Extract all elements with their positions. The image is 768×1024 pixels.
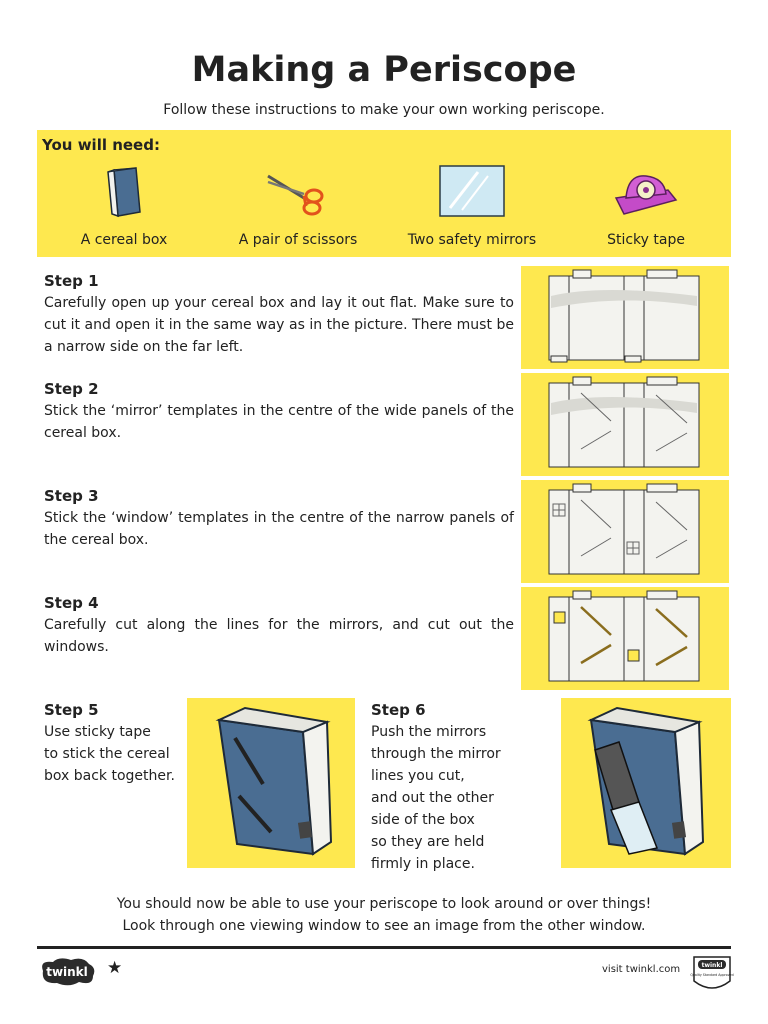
step-text: Stick the ‘window’ templates in the centre of the narrow panels of the cereal box. (44, 510, 514, 548)
step-line: through the mirror (371, 746, 501, 762)
visit-link[interactable]: visit twinkl.com (602, 964, 681, 975)
step-5 (44, 700, 194, 787)
step-1 (44, 271, 514, 358)
material-tape (559, 160, 733, 255)
star-icon: ★ (107, 958, 123, 978)
material-label: Two safety mirrors (407, 232, 537, 248)
materials-heading: You will need: (42, 136, 160, 154)
step-line: Push the mirrors (371, 724, 487, 740)
scissors-icon (258, 160, 338, 220)
closing-line: You should now be able to use your periscope to look around or over things! (116, 896, 652, 912)
taped-box-icon (187, 698, 355, 868)
step-title: Step 6 (371, 701, 426, 719)
step-line: to stick the cereal (44, 746, 170, 762)
material-label: A cereal box (80, 232, 168, 248)
step-title: Step 5 (44, 701, 99, 719)
flat-box-window-templates-icon (521, 480, 729, 583)
flat-box-cut-icon (521, 587, 729, 690)
twinkl-logo[interactable] (37, 956, 97, 986)
flat-box-icon (521, 266, 729, 369)
step-3 (44, 486, 514, 551)
step-text: Stick the ‘mirror’ templates in the centre of the wide panels of the cereal box. (44, 403, 514, 441)
tape-dispenser-icon (606, 160, 686, 220)
step-4 (44, 593, 514, 658)
material-label: A pair of scissors (238, 232, 358, 248)
quality-badge (690, 953, 734, 993)
step-6-illustration (561, 698, 731, 868)
closing-line: Look through one viewing window to see an image from the other window. (122, 918, 646, 934)
step-line: box back together. (44, 768, 175, 784)
material-cereal-box (37, 160, 211, 255)
material-label: Sticky tape (607, 232, 685, 248)
material-scissors (211, 160, 385, 255)
step-line: and out the other (371, 790, 494, 806)
step-line: so they are held (371, 834, 485, 850)
materials-panel (37, 130, 731, 257)
step-text: Carefully cut along the lines for the mirrors, and cut out the windows. (44, 617, 514, 655)
badge-caption: Quality Standard Approved (690, 973, 734, 977)
periscope-with-mirrors-icon (561, 698, 731, 868)
step-line: lines you cut, (371, 768, 465, 784)
step-title: Step 3 (44, 487, 99, 505)
logo-text: twinkl (46, 965, 88, 979)
step-1-illustration (521, 266, 729, 369)
step-6 (371, 700, 521, 875)
step-title: Step 4 (44, 594, 99, 612)
page-title: Making a Periscope (191, 50, 577, 90)
footer-divider (37, 946, 731, 949)
step-line: side of the box (371, 812, 475, 828)
badge-brand: twinkl (701, 962, 723, 969)
flat-box-mirror-templates-icon (521, 373, 729, 476)
material-mirrors (385, 160, 559, 255)
step-4-illustration (521, 587, 729, 690)
step-text: Carefully open up your cereal box and lay it out flat. Make sure to cut it and open it in the same way as in the picture. There must be a narrow side on the far left. (44, 295, 514, 355)
step-line: firmly in place. (371, 856, 475, 872)
step-5-illustration (187, 698, 355, 868)
step-3-illustration (521, 480, 729, 583)
page-subtitle: Follow these instructions to make your own working periscope. (163, 102, 605, 118)
step-title: Step 1 (44, 272, 99, 290)
step-2 (44, 379, 514, 444)
mirror-icon (432, 160, 512, 222)
step-title: Step 2 (44, 380, 99, 398)
closing-text (0, 893, 768, 937)
cereal-box-icon (94, 160, 154, 220)
step-2-illustration (521, 373, 729, 476)
step-line: Use sticky tape (44, 724, 151, 740)
